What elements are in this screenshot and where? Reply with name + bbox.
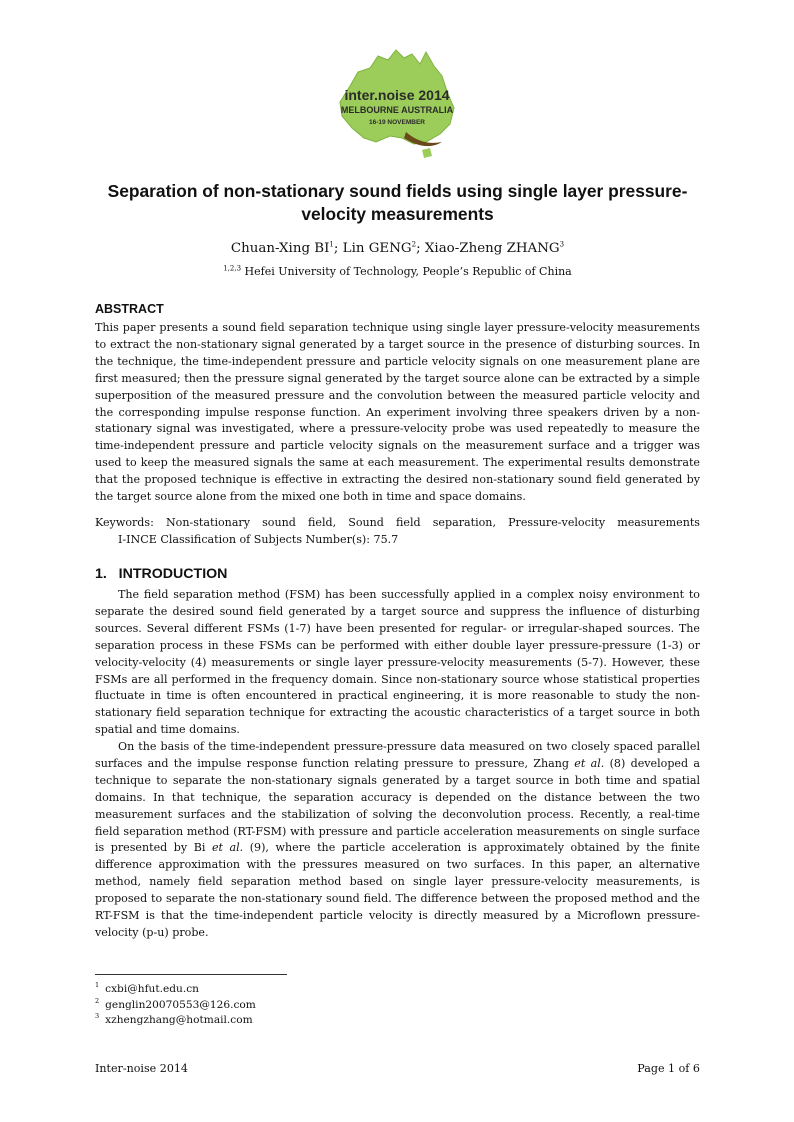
footnote-email[interactable]: cxbi@hfut.edu.cn [105,983,199,995]
footer-conference: Inter-noise 2014 [95,1062,188,1075]
conference-logo [330,46,464,164]
footnote [95,1013,253,1027]
footnote [95,982,199,996]
author-list [95,240,700,258]
footnote-rule [95,974,287,975]
footnote-mark: 3 [95,1012,100,1021]
et-al: et al. [211,841,244,855]
affiliation-text: Hefei University of Technology, People’s Republic of China [241,265,572,278]
footnote-mark: 2 [95,997,100,1006]
author-mark: 3 [559,240,565,249]
footnote-mark: 1 [95,981,100,990]
et-al: et al. [574,756,605,770]
author-name: Xiao-Zheng ZHANG [424,241,560,256]
abstract-text: This paper presents a sound field separation technique using single layer pressure-velocity measurements to extract the non-stationary signal generated by a target source in the presence of disturbing sources. In the technique, the time-independent pressure and particle velocity signals on one measurement plane are first measured; then the pressure signal generated by the target source alone can be extracted by a simple superposition of the measured pressure and the convolution between the measured particle velocity and the corresponding impulse response function. An experiment involving three speakers driven by a non-stationary signal was investigated, where a pressure-velocity probe was used repeatedly to measure the time-independent pressure and particle velocity signals on the measurement surface and a trigger was used to keep the measured signals the same at each measurement. The experimental results demonstrate that the proposed technique is effective in extracting the desired non-stationary sound field generated by the target source alone from the mixed one both in time and space domains. [95,321,700,504]
paper-title: Separation of non-stationary sound fields using single layer pressure-velocity measurements [107,181,688,224]
footnote-email[interactable]: genglin20070553@126.com [105,999,256,1011]
author-name: Lin GENG [342,241,412,256]
author-sep: ; [416,241,425,256]
text-run: (8) developed a technique to separate the non-stationary signals generated by a target source in both time and spatial domains. In that technique, the separation accuracy is depended on the distance between the two measurement surfaces and the stabilization of solving the deconvolution process. Recently, a real-time field separation method (RT-FSM) with pressure and particle acceleration measurements on single surface is presented by Bi [95,756,700,855]
footnote [95,998,256,1012]
logo-line1: inter.noise 2014 [344,87,450,103]
footnote-email[interactable]: xzhengzhang@hotmail.com [105,1014,253,1026]
text-run: (9), where the particle acceleration is approximately obtained by the finite difference approximation with the pressures measured on two surfaces. In this paper, an alternative method, namely field separation method based on single layer pressure-velocity measurements, is proposed to separate the non-stationary sound field. The difference between the proposed method and the RT-FSM is that the time-independent particle velocity is directly measured by a Microflown pressure-velocity (p-u) probe. [95,841,700,939]
section-heading-introduction: 1. INTRODUCTION [95,566,228,582]
affiliation [95,265,700,279]
abstract-heading: ABSTRACT [95,302,164,316]
footer-page-number: Page 1 of 6 [637,1062,700,1075]
author-mark: 2 [411,240,417,249]
intro-paragraph-1: The field separation method (FSM) has been successfully applied in a complex noisy environment to separate the desired sound field generated by a target source and suppress the influence of disturbing sources. Several different FSMs (1-7) have been presented for regular- or irregular-shaped sources. The separation process in these FSMs can be performed with either double layer pressure-pressure (1-3) or velocity-velocity (4) measurements or single layer pressure-velocity measurements (5-7). However, these FSMs are all performed in the frequency domain. Since non-stationary source whose statistical properties fluctuate in time is often encountered in practical engineering, it is more reasonable to study the non-stationary field separation technique for extracting the acoustic characteristics of a target source in both spatial and time domains. [95,588,700,737]
author-name: Chuan-Xing BI [230,241,330,256]
text-run: On the basis of the time-independent pressure-pressure data measured on two closely spaced parallel surfaces and the impulse response function relating pressure to pressure, Zhang [95,740,700,770]
author-mark: 1 [329,240,334,249]
keywords: Keywords: Non-stationary sound field, Sound field separation, Pressure-velocity measurements [95,516,700,529]
tasmania-icon [422,148,432,158]
affiliation-mark: 1,2,3 [223,264,242,273]
logo-line3: 16-19 NOVEMBER [369,119,425,126]
author-sep: ; [333,241,343,256]
classification: I-INCE Classification of Subjects Number(s): 75.7 [118,533,399,546]
logo-line2: MELBOURNE AUSTRALIA [340,105,454,115]
intro-paragraph-2 [95,739,700,942]
